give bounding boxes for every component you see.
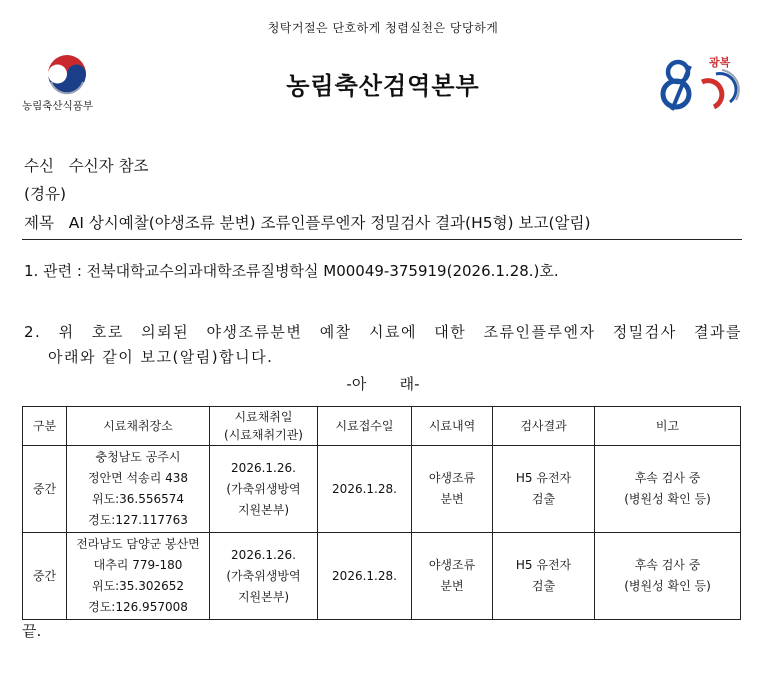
result-line2: 검출 <box>531 492 556 506</box>
reference-paragraph: 1. 관련 : 전북대학교수의과대학조류질병학실 M00049-375919(2026.1.28.)호. <box>24 262 559 280</box>
table-row <box>23 533 741 620</box>
report-paragraph-line2: 아래와 같이 보고(알림)합니다. <box>48 348 274 366</box>
result-line1: H5 유전자 <box>515 471 572 485</box>
ministry-name: 농림축산식품부 <box>22 100 94 112</box>
header-collect-date-line1: 시료채취일 <box>234 410 293 424</box>
sample-line2: 분변 <box>440 579 464 593</box>
below-heading-text: -아 래- <box>346 375 420 393</box>
slogan: 청탁거절은 단호하게 청렴실천은 당당하게 <box>267 21 499 35</box>
sample-line2: 분변 <box>440 492 464 506</box>
end-mark: 끝. <box>22 622 42 640</box>
via-label: (경유) <box>24 185 67 203</box>
collect-org-line1: (가축위생방역 <box>226 568 301 583</box>
cell-result <box>493 533 595 620</box>
recipient-line <box>24 154 149 176</box>
note-line1: 후속 검사 중 <box>634 558 701 572</box>
table-header-row <box>23 407 741 446</box>
header-type: 구분 <box>23 407 67 446</box>
cell-collect-date <box>210 446 318 533</box>
agency-title: 농림축산검역본부 <box>286 72 480 100</box>
sample-line1: 야생조류 <box>428 471 476 485</box>
collect-date: 2026.1.26. <box>231 547 296 562</box>
location-line2: 대추리 779-180 <box>93 558 183 572</box>
cell-collect-date <box>210 533 318 620</box>
header-collect-date <box>210 407 318 446</box>
subject-divider <box>22 239 742 240</box>
cell-type: 중간 <box>23 533 67 620</box>
header-collect-date-line2: (시료채취기관) <box>224 428 303 442</box>
cell-receipt-date: 2026.1.28. <box>318 446 412 533</box>
location-line2: 정안면 석송리 438 <box>87 471 189 485</box>
cell-sample <box>412 446 493 533</box>
table-row <box>23 446 741 533</box>
subject-value: AI 상시예찰(야생조류 분변) 조류인플루엔자 정밀검사 결과(H5형) 보고(알림) <box>68 214 591 232</box>
note-line2: (병원성 확인 등) <box>624 492 711 506</box>
longitude: 경도:127.117763 <box>88 513 188 527</box>
cell-type: 중간 <box>23 446 67 533</box>
header-receipt-date: 시료접수일 <box>318 407 412 446</box>
sample-line1: 야생조류 <box>428 558 476 572</box>
location-line1: 충청남도 공주시 <box>95 450 181 464</box>
longitude: 경도:126.957008 <box>88 600 188 614</box>
note-line2: (병원성 확인 등) <box>624 579 711 593</box>
header-location: 시료채취장소 <box>67 407 210 446</box>
header-sample: 시료내역 <box>412 407 493 446</box>
cell-note <box>595 533 741 620</box>
collect-date: 2026.1.26. <box>231 460 296 475</box>
cell-location <box>67 533 210 620</box>
anniversary-logo <box>654 52 744 116</box>
cell-receipt-date: 2026.1.28. <box>318 533 412 620</box>
via-line <box>24 182 66 204</box>
recipient-label: 수신 <box>24 157 54 175</box>
collect-org-line2: 지원본부) <box>237 502 290 517</box>
collect-org-line1: (가축위생방역 <box>226 481 301 496</box>
header-note: 비고 <box>595 407 741 446</box>
anniversary-80-icon <box>654 52 744 116</box>
anniversary-text: 광복 <box>709 56 731 69</box>
subject-line <box>24 211 591 233</box>
cell-location <box>67 446 210 533</box>
result-line2: 검출 <box>531 579 556 593</box>
latitude: 위도:35.302652 <box>91 579 185 593</box>
cell-note <box>595 446 741 533</box>
location-line1: 전라남도 담양군 봉산면 <box>76 537 200 551</box>
cell-sample <box>412 533 493 620</box>
recipient-value: 수신자 참조 <box>68 157 149 175</box>
results-table <box>22 406 741 620</box>
header-result: 검사결과 <box>493 407 595 446</box>
result-line1: H5 유전자 <box>515 558 572 572</box>
report-paragraph-line1: 2. 위 호로 의뢰된 야생조류분변 예찰 시료에 대한 조류인플루엔자 정밀검사 결과를 <box>24 323 742 341</box>
subject-label: 제목 <box>24 214 54 232</box>
latitude: 위도:36.556574 <box>91 492 185 506</box>
below-heading <box>0 373 766 394</box>
note-line1: 후속 검사 중 <box>634 471 701 485</box>
cell-result <box>493 446 595 533</box>
collect-org-line2: 지원본부) <box>237 589 290 604</box>
